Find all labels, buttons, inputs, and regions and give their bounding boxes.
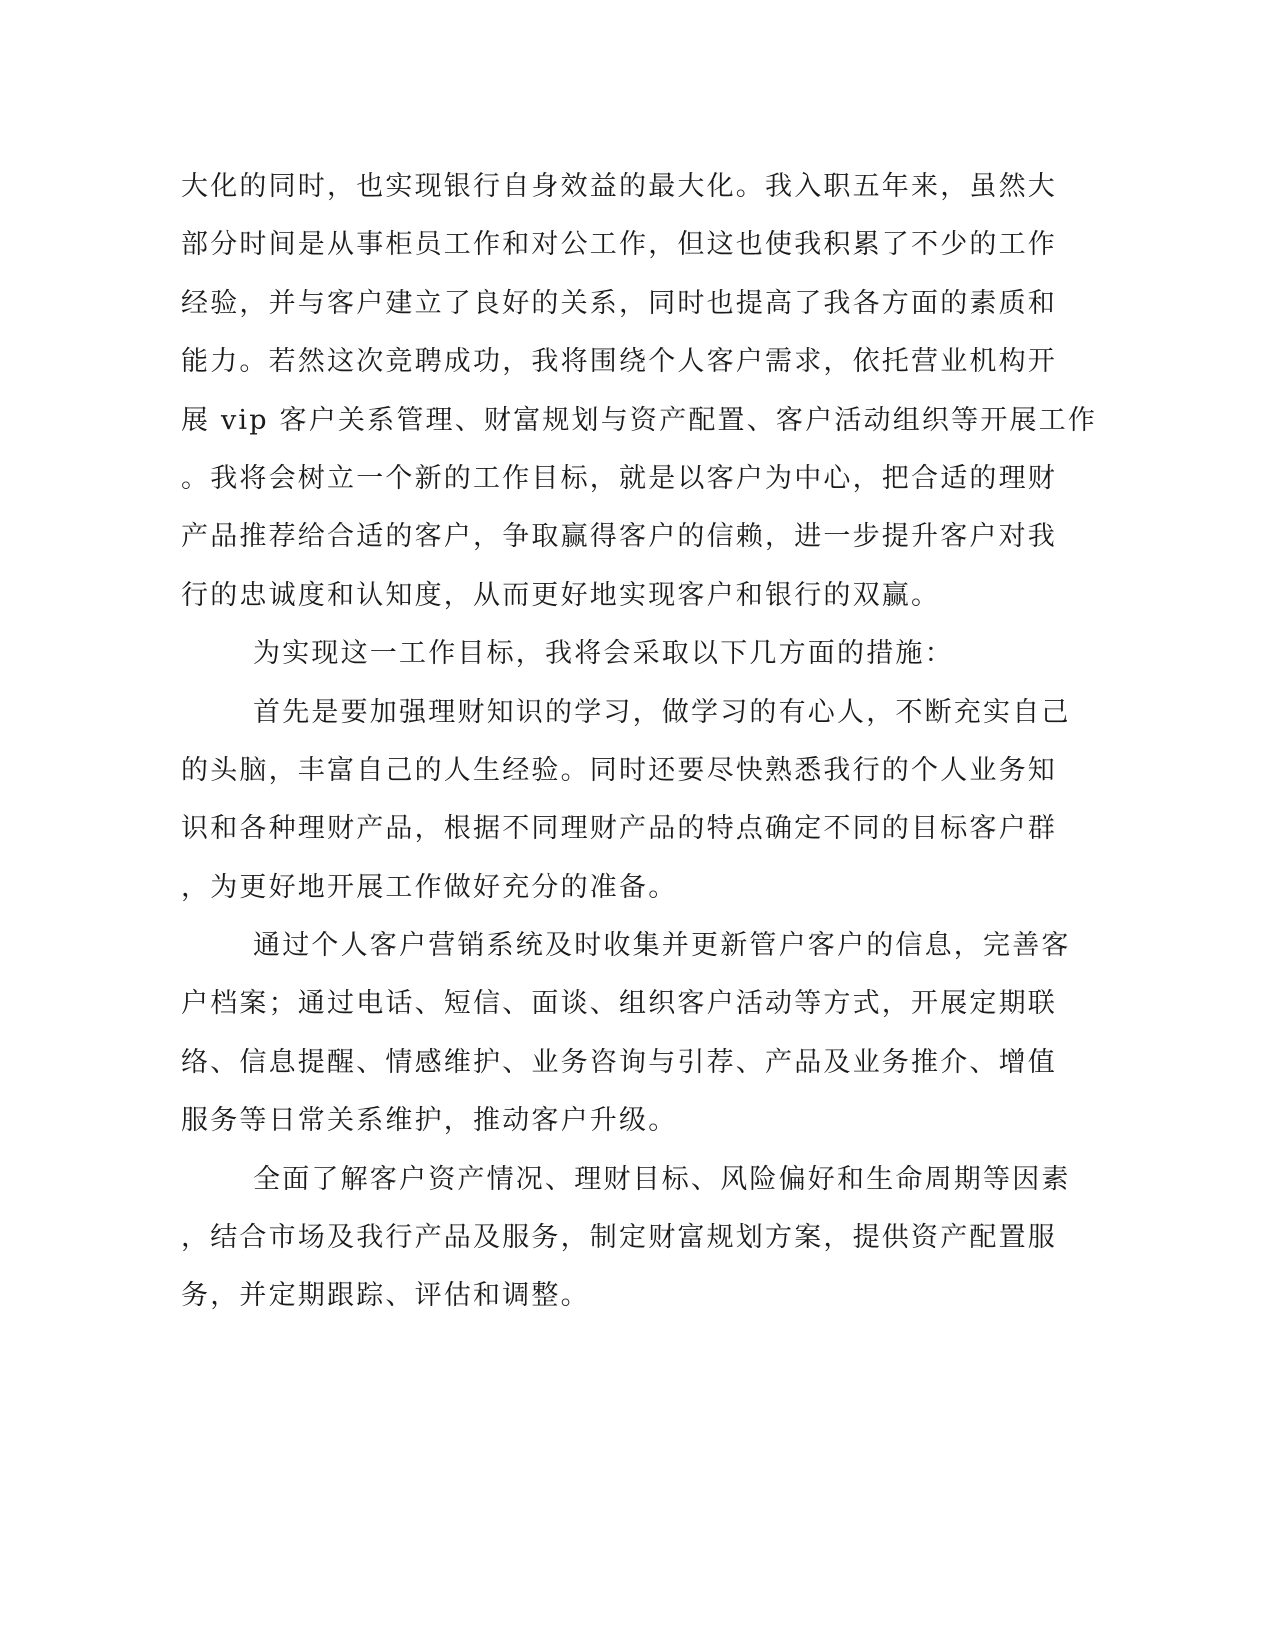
text-line: 为实现这一工作目标，我将会采取以下几方面的措施：: [253, 638, 954, 670]
text-line: 全面了解客户资产情况、理财目标、风险偏好和生命周期等因素: [253, 1163, 1071, 1195]
text-line: 产品推荐给合适的客户，争取赢得客户的信赖，进一步提升客户对我: [181, 521, 1057, 553]
text-line: 服务等日常关系维护，推动客户升级。: [181, 1105, 678, 1137]
text-line: 络、信息提醒、情感维护、业务咨询与引荐、产品及业务推介、增值: [181, 1046, 1057, 1078]
text-line: 展 vip 客户关系管理、财富规划与资产配置、客户活动组织等开展工作: [181, 404, 1098, 436]
text-line: ，结合市场及我行产品及服务，制定财富规划方案，提供资产配置服: [181, 1222, 1057, 1254]
text-line: 户档案；通过电话、短信、面谈、组织客户活动等方式，开展定期联: [181, 988, 1057, 1020]
text-line: 通过个人客户营销系统及时收集并更新管户客户的信息，完善客: [253, 930, 1071, 962]
text-line: 经验，并与客户建立了良好的关系，同时也提高了我各方面的素质和: [181, 287, 1057, 319]
text-line: 部分时间是从事柜员工作和对公工作，但这也使我积累了不少的工作: [181, 229, 1057, 261]
text-line: ，为更好地开展工作做好充分的准备。: [181, 871, 678, 903]
document-body: [181, 158, 1098, 1326]
text-line: 大化的同时，也实现银行自身效益的最大化。我入职五年来，虽然大: [181, 171, 1057, 202]
text-line: 务，并定期跟踪、评估和调整。: [181, 1280, 590, 1312]
text-line: 。我将会树立一个新的工作目标，就是以客户为中心，把合适的理财: [181, 462, 1057, 494]
text-line: 行的忠诚度和认知度，从而更好地实现客户和银行的双赢。: [181, 579, 941, 611]
text-line: 首先是要加强理财知识的学习，做学习的有心人，不断充实自己: [253, 696, 1071, 728]
text-line: 的头脑，丰富自己的人生经验。同时还要尽快熟悉我行的个人业务知: [181, 754, 1057, 786]
text-line: 能力。若然这次竞聘成功，我将围绕个人客户需求，依托营业机构开: [181, 346, 1057, 378]
text-line: 识和各种理财产品，根据不同理财产品的特点确定不同的目标客户群: [181, 813, 1057, 845]
